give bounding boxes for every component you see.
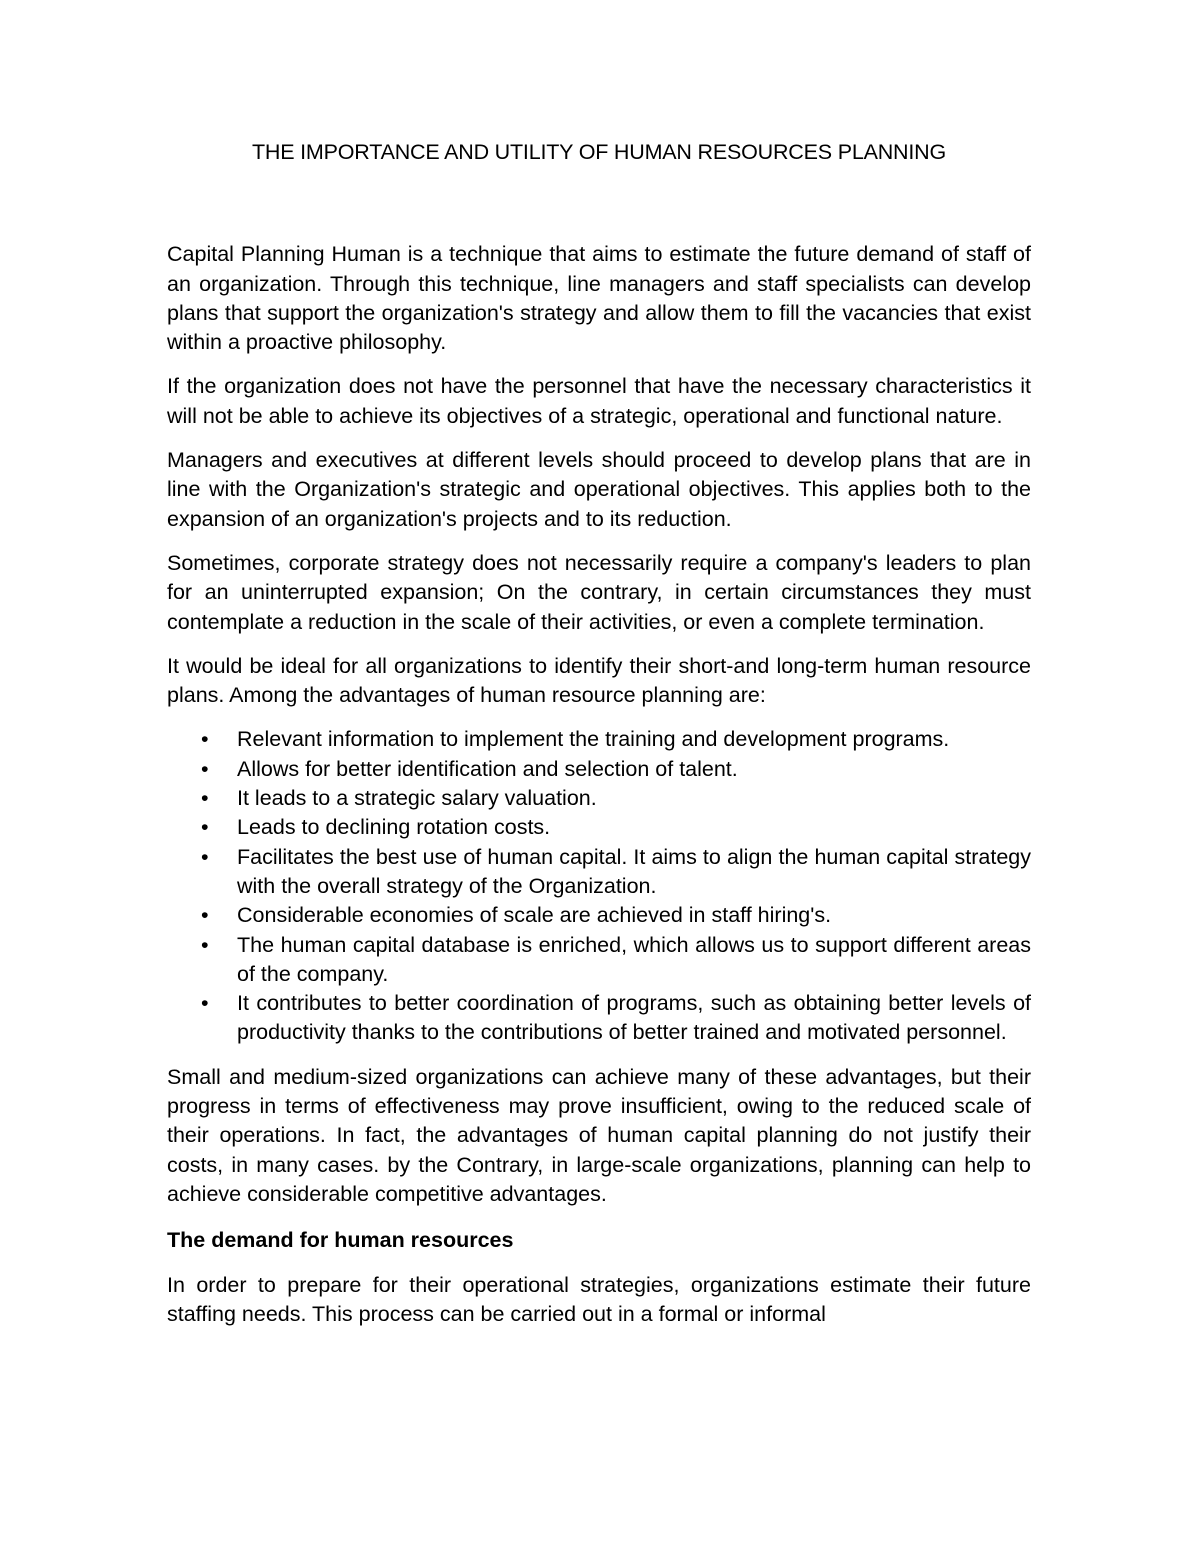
list-item-text: The human capital database is enriched, which allows us to support different areas of the company. xyxy=(237,932,1031,986)
document-page xyxy=(167,138,1031,1344)
bullet-icon: • xyxy=(201,932,209,957)
list-item-text: It leads to a strategic salary valuation. xyxy=(237,786,597,811)
list-item xyxy=(167,725,1031,754)
list-item xyxy=(167,989,1031,1048)
bullet-icon: • xyxy=(201,815,209,840)
document-title: THE IMPORTANCE AND UTILITY OF HUMAN RESOURCES PLANNING xyxy=(251,140,947,164)
list-item-text: Leads to declining rotation costs. xyxy=(237,815,551,840)
paragraph-demand: In order to prepare for their operational strategies, organizations estimate their future staffing needs. This process can be carried out in a formal or informal xyxy=(167,1272,1031,1326)
paragraph-small-medium-orgs: Small and medium-sized organizations can achieve many of these advantages, but their progress in terms of effectiveness may prove insufficient, owing to the reduced scale of their operations. In fact, the advantages of human capital planning do not justify their costs, in many cases. by the Contrary, in large-scale organizations, planning can help to achieve considerable competitive advantages. xyxy=(167,1064,1031,1206)
paragraph-intro: Capital Planning Human is a technique that aims to estimate the future demand of staff of an organization. Through this technique, line managers and staff specialists can develop plans that support the organization's strategy and allow them to fill the vacancies that exist within a proactive philosophy. xyxy=(167,242,1031,355)
list-item-text: Relevant information to implement the training and development programs. xyxy=(237,727,950,752)
list-item-text: Allows for better identification and selection of talent. xyxy=(237,756,738,781)
list-item xyxy=(167,784,1031,813)
bullet-icon: • xyxy=(201,786,209,811)
paragraph-corporate-strategy: Sometimes, corporate strategy does not necessarily require a company's leaders to plan for an uninterrupted expansion; On the contrary, in certain circumstances they must contemplate a reduction in the scale of their activities, or even a complete termination. xyxy=(167,550,1031,634)
list-item xyxy=(167,901,1031,930)
paragraph-managers: Managers and executives at different levels should proceed to develop plans that are in line with the Organization's strategic and operational objectives. This applies both to the expansion of an organization's projects and to its reduction. xyxy=(167,448,1031,531)
advantages-list xyxy=(167,725,1031,1047)
list-item xyxy=(167,931,1031,990)
list-item xyxy=(167,813,1031,842)
paragraph-advantages-intro: It would be ideal for all organizations to identify their short-and long-term human resource plans. Among the advantages of human resource planning are: xyxy=(167,653,1031,708)
paragraph-personnel: If the organization does not have the personnel that have the necessary characteristics it will not be able to achieve its objectives of a strategic, operational and functional nature. xyxy=(167,374,1031,428)
bullet-icon: • xyxy=(201,756,209,781)
list-item xyxy=(167,843,1031,902)
bullet-icon: • xyxy=(201,727,209,752)
list-item-text: It contributes to better coordination of programs, such as obtaining better levels of productivity thanks to the contributions of better trained and motivated personnel. xyxy=(237,991,1031,1045)
section-heading: The demand for human resources xyxy=(167,1228,514,1253)
list-item-text: Facilitates the best use of human capital. It aims to align the human capital strategy with the overall strategy of the Organization. xyxy=(237,844,1031,898)
list-item-text: Considerable economies of scale are achieved in staff hiring's. xyxy=(237,903,832,928)
bullet-icon: • xyxy=(201,903,209,928)
list-item xyxy=(167,755,1031,784)
bullet-icon: • xyxy=(201,844,209,869)
bullet-icon: • xyxy=(201,991,209,1016)
